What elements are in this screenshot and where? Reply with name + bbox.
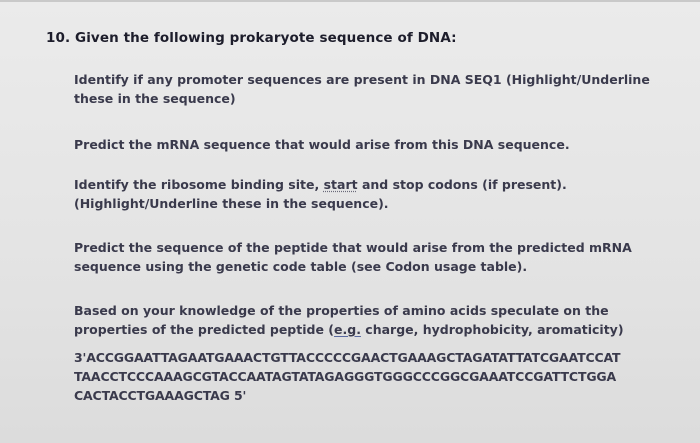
task-line: these in the sequence): [74, 91, 236, 106]
task-line-part: charge, hydrophobicity, aromaticity): [360, 322, 624, 337]
task-line: Identify if any promoter sequences are present in DNA SEQ1 (Highlight/Underline: [74, 72, 650, 87]
task-identify-promoter: [74, 70, 674, 108]
question-title: 10. Given the following prokaryote sequence of DNA:: [46, 30, 457, 46]
task-line-part: Identify the ribosome binding site,: [74, 177, 324, 192]
eg-abbreviation-marked: e.g.: [334, 322, 361, 337]
task-line: sequence using the genetic code table (see Codon usage table).: [74, 259, 528, 274]
task-predict-mrna: [74, 135, 674, 154]
dna-sequence-line: CACTACCTGAAAGCTAG 5': [74, 388, 247, 403]
dna-sequence-line: TAACCTCCCAAAGCGTACCAATAGTATAGAGGGTGGGCCCGGCGAAATCCGATTCTGGA: [74, 369, 617, 384]
task-line: Predict the sequence of the peptide that would arise from the predicted mRNA: [74, 240, 632, 255]
task-speculate-properties: [74, 301, 674, 339]
task-line: (Highlight/Underline these in the sequence).: [74, 196, 389, 211]
task-line-part: properties of the predicted peptide (: [74, 322, 335, 337]
task-identify-rbs-codons: [74, 175, 674, 213]
task-predict-peptide: [74, 238, 674, 276]
task-line: Predict the mRNA sequence that would arise from this DNA sequence.: [74, 137, 570, 152]
task-line-part: and stop codons (if present).: [357, 177, 567, 192]
start-word-marked: start: [323, 177, 358, 192]
dna-sequence-line: 3'ACCGGAATTAGAATGAAACTGTTACCCCCGAACTGAAAGCTAGATATTATCGAATCCAT: [74, 350, 621, 365]
task-line: Based on your knowledge of the properties of amino acids speculate on the: [74, 303, 609, 318]
dna-sequence-block: [74, 348, 684, 405]
